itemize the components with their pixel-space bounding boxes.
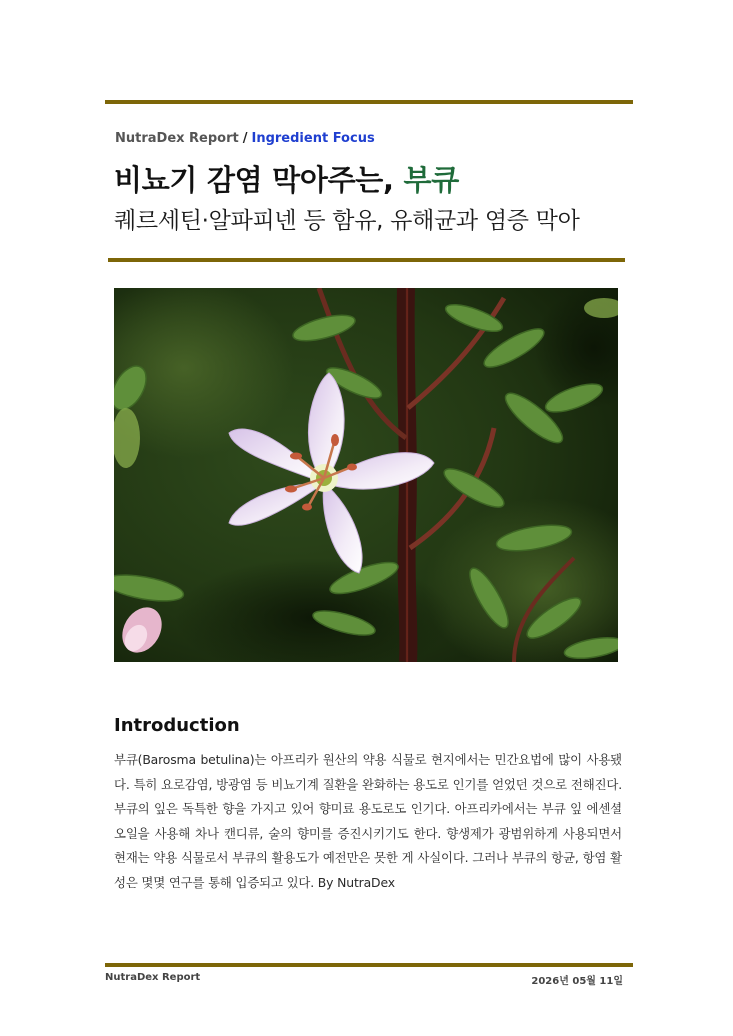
footer-rule: [105, 963, 633, 967]
kicker-section-link[interactable]: Ingredient Focus: [251, 131, 375, 146]
buchu-flower-photo: [114, 288, 618, 662]
title-rule: [108, 258, 625, 262]
kicker-brand: NutraDex Report: [115, 131, 239, 146]
article-subtitle: 퀘르세틴·알파피넨 등 함유, 유해균과 염증 막아: [114, 208, 580, 234]
article-title: [114, 158, 459, 199]
title-main: 비뇨기 감염 막아주는,: [114, 163, 404, 197]
top-rule: [105, 100, 633, 104]
kicker-separator: /: [242, 131, 248, 146]
report-kicker: [115, 131, 375, 146]
intro-heading: Introduction: [114, 715, 240, 736]
intro-body: 부큐(Barosma betulina)는 아프리카 원산의 약용 식물로 현지에서는 민간요법에 많이 사용됐다. 특히 요로감염, 방광염 등 비뇨기계 질환을 완화하는 용도로 인기를 얻었던 것으로 전해진다. 부큐의 잎은 독특한 향을 가지고 있어 향미료 용도로도 인기다. 아프리카에서는 부큐 잎 에센셜 오일을 사용해 차나 캔디류, 술의 향미를 증진시키기도 한다. 향생제가 광범위하게 사용되면서 현재는 약용 식물로서 부큐의 활용도가 예전만은 못한 게 사실이다. 그러나 부큐의 항균, 항염 활성은 몇몇 연구를 통해 입증되고 있다. By NutraDex: [114, 752, 622, 890]
footer-brand: NutraDex Report: [105, 972, 201, 983]
footer-date: 2026년 05월 11일: [531, 976, 623, 987]
title-accent: 부큐: [403, 163, 459, 197]
